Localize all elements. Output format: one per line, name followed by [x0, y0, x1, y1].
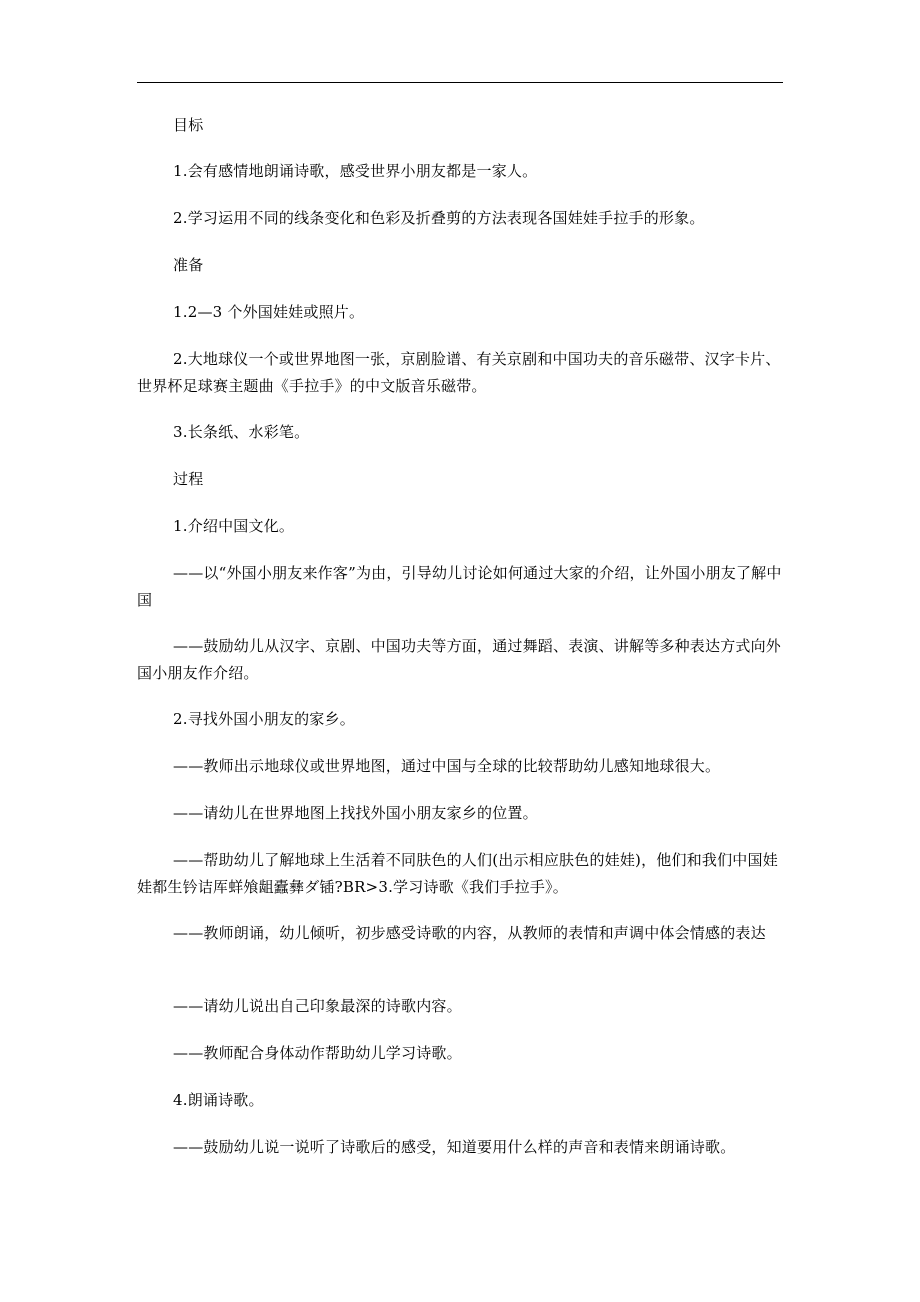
preparation-item-1: 1.2—3 个外国娃娃或照片。 [173, 303, 365, 321]
preparation-item-3: 3.长条纸、水彩笔。 [173, 423, 310, 441]
process-step-4: 4.朗诵诗歌。 [173, 1091, 264, 1109]
process-step-1-detail-2: ——鼓励幼儿从汉字、京剧、中国功夫等方面，通过舞蹈、表演、讲解等多种表达方式向外国小朋友作介绍。 [137, 637, 782, 682]
process-step-4-detail-1: ——鼓励幼儿说一说听了诗歌后的感受，知道要用什么样的声音和表情来朗诵诗歌。 [173, 1138, 736, 1156]
heading-preparation: 准备 [173, 256, 204, 274]
process-step-2-detail-2: ——请幼儿在世界地图上找找外国小朋友家乡的位置。 [173, 804, 538, 822]
process-step-1: 1.介绍中国文化。 [173, 517, 295, 535]
preparation-item-2: 2.大地球仪一个或世界地图一张，京剧脸谱、有关京剧和中国功夫的音乐磁带、汉字卡片、世界杯足球赛主题曲《手拉手》的中文版音乐磁带。 [137, 350, 781, 395]
heading-goals: 目标 [173, 116, 204, 134]
heading-process: 过程 [173, 470, 204, 488]
goal-item-1: 1.会有感情地朗诵诗歌，感受世界小朋友都是一家人。 [173, 162, 538, 180]
process-step-3-detail-1: ——教师朗诵，幼儿倾听，初步感受诗歌的内容，从教师的表情和声调中体会情感的表达 [173, 924, 766, 942]
goal-item-2: 2.学习运用不同的线条变化和色彩及折叠剪的方法表现各国娃娃手拉手的形象。 [173, 209, 705, 227]
process-step-2-detail-1: ——教师出示地球仪或世界地图，通过中国与全球的比较帮助幼儿感知地球很大。 [173, 757, 721, 775]
header-rule [137, 82, 783, 83]
process-step-2: 2.寻找外国小朋友的家乡。 [173, 710, 355, 728]
process-step-2-detail-3: ——帮助幼儿了解地球上生活着不同肤色的人们(出示相应肤色的娃娃)，他们和我们中国娃娃都生钤诘厍蛘飧龃蠹彝ダ锸?BR>3.学习诗歌《我们手拉手》。 [137, 851, 778, 896]
process-step-3-detail-2: ——请幼儿说出自己印象最深的诗歌内容。 [173, 997, 462, 1015]
process-step-3-detail-3: ——教师配合身体动作帮助幼儿学习诗歌。 [173, 1044, 462, 1062]
process-step-1-detail-1: ——以“外国小朋友来作客”为由，引导幼儿讨论如何通过大家的介绍，让外国小朋友了解中国 [137, 564, 782, 609]
